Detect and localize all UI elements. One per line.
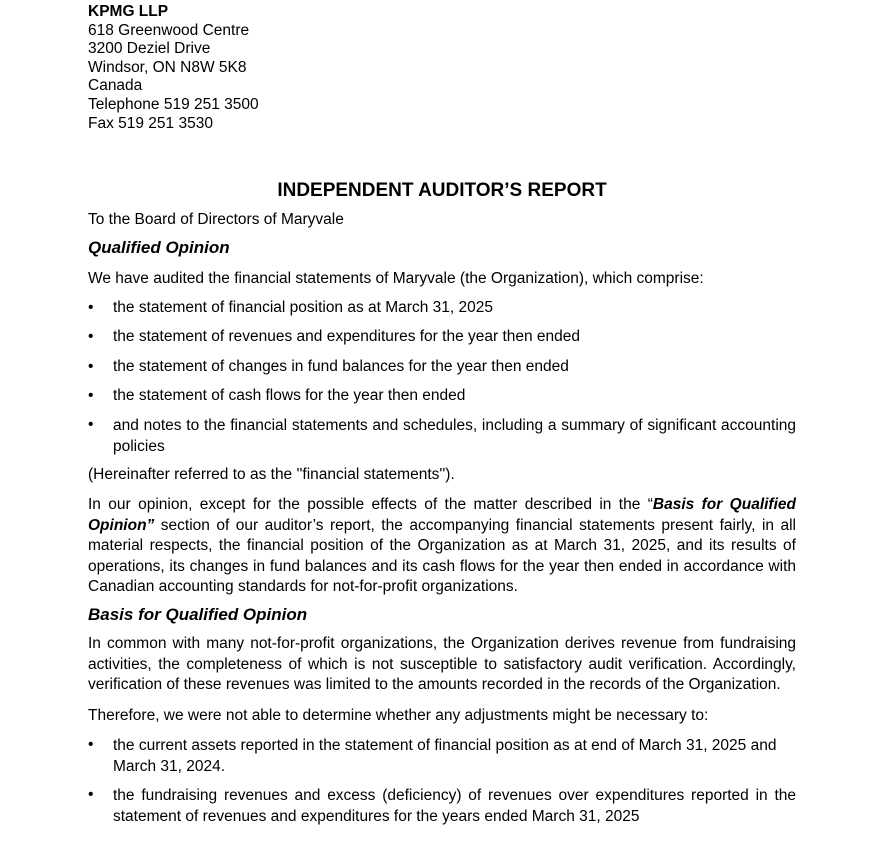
list-item-text: and notes to the financial statements and schedules, including a summary of significant accounting policies — [113, 417, 796, 455]
firm-address-block — [88, 3, 259, 133]
bullet-icon: • — [88, 416, 94, 433]
list-item-text: the fundraising revenues and excess (deficiency) of revenues over expenditures reported in the statement of revenues and expenditures for the years ended March 31, 2025 — [113, 787, 796, 825]
bullet-icon: • — [88, 786, 94, 803]
bullet-icon: • — [88, 736, 94, 753]
list-item-text: the statement of cash flows for the year then ended — [113, 387, 466, 404]
adjustments-paragraph: Therefore, we were not able to determine whether any adjustments might be necessary to: — [88, 707, 709, 724]
address-line: Canada — [88, 77, 143, 95]
financial-statements-reference: (Hereinafter referred to as the ''financial statements''). — [88, 466, 455, 483]
report-title: INDEPENDENT AUDITOR’S REPORT — [277, 180, 607, 201]
address-line: 3200 Deziel Drive — [88, 40, 211, 58]
basis-heading: Basis for Qualified Opinion — [88, 605, 308, 624]
list-item-text: the statement of revenues and expenditures for the year then ended — [113, 328, 581, 345]
opinion-text-start: In our opinion, except for the possible effects of the matter described in the “ — [88, 496, 653, 513]
fax-line: Fax 519 251 3530 — [88, 114, 213, 132]
list-item-text: the statement of financial position as at March 31, 2025 — [113, 299, 493, 316]
opinion-paragraph — [88, 495, 796, 598]
addressee: To the Board of Directors of Maryvale — [88, 211, 344, 228]
address-line: 618 Greenwood Centre — [88, 21, 250, 39]
bullet-icon: • — [88, 387, 94, 404]
bullet-icon: • — [88, 328, 94, 345]
list-item-text: the statement of changes in fund balances for the year then ended — [113, 358, 569, 375]
qualified-opinion-heading: Qualified Opinion — [88, 238, 230, 257]
opinion-emphasis: Basis for Qualified Opinion” — [88, 496, 796, 534]
basis-paragraph: In common with many not-for-profit organizations, the Organization derives revenue from fundraising activities, the completeness of which is not susceptible to satisfactory audit verification. Accordingly, verification of these revenues was limited to the amounts recorded in the records of the Organization. — [88, 635, 796, 693]
telephone-line: Telephone 519 251 3500 — [88, 95, 259, 113]
bullet-icon: • — [88, 299, 94, 316]
address-line: Windsor, ON N8W 5K8 — [88, 58, 247, 76]
bullet-icon: • — [88, 358, 94, 375]
list-item-text: the current assets reported in the statement of financial position as at end of March 31, 2025 and March 31, 2024. — [113, 737, 777, 775]
opinion-text-end: section of our auditor’s report, the accompanying financial statements present fairly, in all material respects, the financial position of the Organization as at March 31, 2025, and its results of operations, its changes in fund balances and its cash flows for the year then ended in accordance with Canadian accounting standards for not-for-profit organizations. — [88, 516, 796, 595]
firm-name: KPMG LLP — [88, 3, 169, 20]
audit-intro-paragraph: We have audited the financial statements of Maryvale (the Organization), which comprise: — [88, 270, 704, 287]
